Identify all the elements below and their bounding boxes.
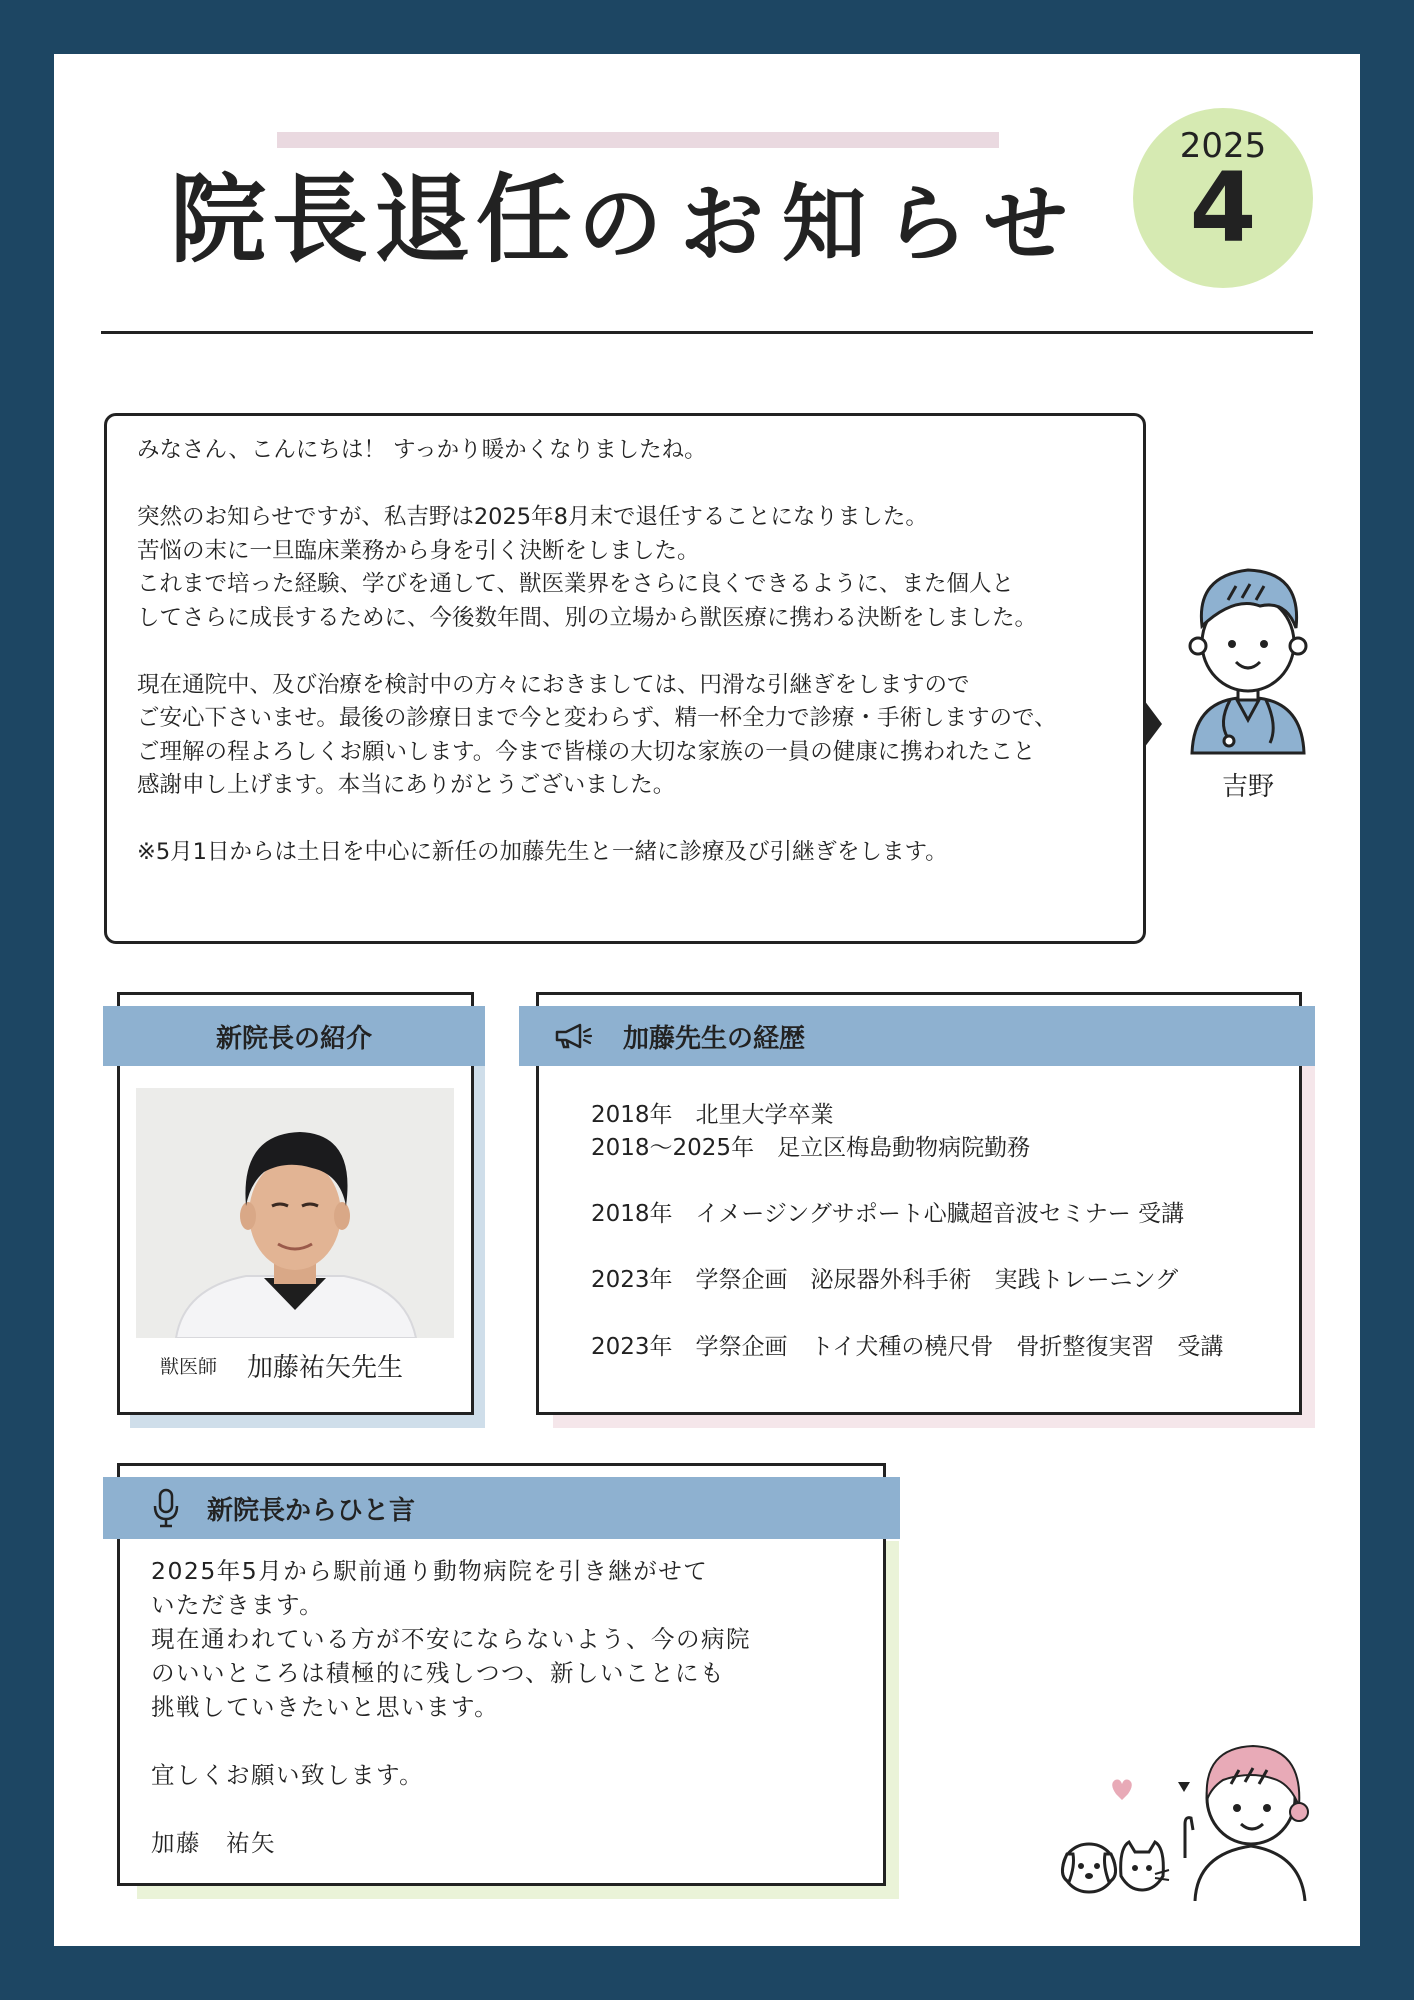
badge-year: 2025	[1179, 126, 1267, 166]
title-divider	[101, 331, 1313, 334]
doctor-illustration	[1178, 548, 1318, 768]
career-line: 2023年 学祭企画 トイ犬種の橈尺骨 骨折整復実習 受講	[591, 1334, 1224, 1360]
career-line: 2018年 北里大学卒業	[591, 1102, 834, 1128]
megaphone-icon	[553, 1021, 593, 1051]
comment-heading-band	[103, 1477, 900, 1539]
month-badge	[1133, 108, 1313, 288]
doctor-portrait	[136, 1088, 454, 1338]
message-bubble	[104, 413, 1146, 944]
doctor-role: 獣医師	[160, 1356, 218, 1378]
intro-heading-band	[103, 1006, 485, 1066]
doctor-photo	[136, 1088, 454, 1338]
message-text: みなさん、こんにちは！ すっかり暖かくなりましたね。 突然のお知らせですが、私吉野は2025年8月末で退任することになりました。 苦悩の末に一旦臨床業務から身を引く決断をしました。 これまで培った経験、学びを通して、獣医業界をさらに良くできるように、また個人と してさらに成長するために、今後数年間、別の立場から獣医療に携わる決断をしました。 現在通院中、及び治療を検討中の方々におきましては、円滑な引継ぎをしますので ご安心下さいませ。最後の診療日まで今と変わらず、精一杯全力で診療・手術しますので、 ご理解の程よろしくお願いします。今まで皆様の大切な家族の一員の健康に携われたこと 感謝申し上げます。本当にありがとうございました。 ※5月1日からは土日を中心に新任の加藤先生と一緒に診療及び引継ぎをします。	[137, 437, 1057, 865]
career-heading: 加藤先生の経歴	[623, 1023, 806, 1054]
career-line: 2018年 イメージングサポート心臓超音波セミナー 受講	[591, 1201, 1185, 1227]
title-kana: のお知らせ	[578, 175, 1086, 273]
doctor-name: 吉野	[1221, 772, 1274, 802]
career-line: 2023年 学祭企画 泌尿器外科手術 実践トレーニング	[591, 1267, 1179, 1293]
bubble-tail	[1144, 700, 1162, 748]
intro-heading: 新院長の紹介	[215, 1023, 372, 1054]
career-line: 2018～2025年 足立区梅島動物病院勤務	[591, 1135, 1031, 1161]
title-kanji: 院長退任	[170, 164, 578, 276]
badge-month: 4	[1189, 152, 1257, 264]
staff-with-pets-illustration	[1055, 1726, 1320, 1901]
page-title	[170, 164, 1086, 276]
microphone-icon	[151, 1487, 181, 1529]
comment-text: 2025年5月から駅前通り動物病院を引き継がせて いただきます。 現在通われている方が不安にならないよう、今の病院 のいいところは積極的に残しつつ、新しいことにも 挑戦していきたいと思います。 宜しくお願い致します。 加藤 祐矢	[151, 1557, 751, 1857]
doctor-fullname: 加藤祐矢先生	[247, 1353, 404, 1383]
career-heading-band	[519, 1006, 1315, 1066]
comment-heading: 新院長からひと言	[207, 1495, 416, 1526]
title-accent-bar	[277, 132, 999, 148]
